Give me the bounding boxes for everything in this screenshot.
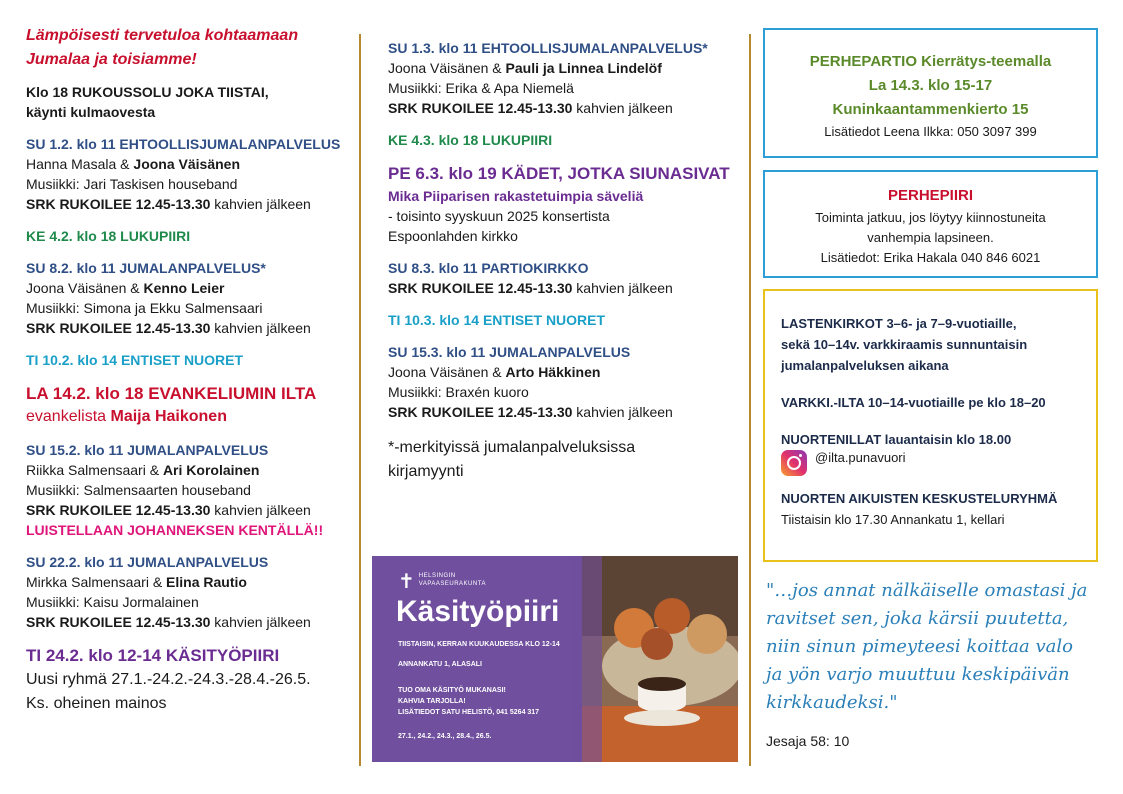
event-prayer-time: SRK RUKOILEE 12.45-13.30 bbox=[26, 614, 211, 630]
event-skating: LUISTELLAAN JOHANNEKSEN KENTÄLLÄ!! bbox=[26, 522, 324, 538]
lastenkirkot-line-1: LASTENKIRKOT 3–6- ja 7–9-vuotiaille, bbox=[781, 316, 1017, 331]
event-dates: Uusi ryhmä 27.1.-24.2.-24.3.-28.4.-26.5. bbox=[26, 671, 311, 688]
footnote-line-2: kirjamyynti bbox=[388, 463, 464, 480]
event-ke-4-3: KE 4.3. klo 18 LUKUPIIRI bbox=[388, 132, 553, 148]
event-prayer-note: kahvien jälkeen bbox=[210, 320, 311, 336]
box-place: Kuninkaantammenkierto 15 bbox=[832, 101, 1029, 118]
event-prayer-time: SRK RUKOILEE 12.45-13.30 bbox=[388, 280, 573, 296]
instagram-icon[interactable] bbox=[781, 450, 807, 476]
event-su-22-2 bbox=[26, 552, 356, 632]
poster-title: Käsityöpiiri bbox=[396, 595, 560, 628]
event-people: Joona Väisänen & bbox=[388, 364, 506, 380]
event-prayer-time: SRK RUKOILEE 12.45-13.30 bbox=[388, 404, 573, 420]
event-music: Musiikki: Braxén kuoro bbox=[388, 384, 529, 400]
event-pe-6-3 bbox=[388, 162, 738, 246]
box-title: PERHEPIIRI bbox=[887, 187, 974, 204]
poster-dates: 27.1., 24.2., 24.3., 28.4., 26.5. bbox=[398, 733, 492, 740]
quote-line-2: ravitset sen, joka kärsii puutetta, bbox=[766, 608, 1069, 629]
event-la-14-2 bbox=[26, 382, 356, 428]
box-info: Lisätiedot Leena Ilkka: 050 3097 399 bbox=[824, 124, 1037, 139]
perhepiiri-box bbox=[763, 170, 1098, 278]
event-music: Musiikki: Kaisu Jormalainen bbox=[26, 594, 199, 610]
column-february bbox=[26, 24, 356, 716]
box-line-1: Toiminta jatkuu, jos löytyy kiinnostuneita bbox=[815, 210, 1046, 225]
event-title: LA 14.2. klo 18 EVANKELIUMIN ILTA bbox=[26, 384, 317, 403]
quote-line-5: kirkkaudeksi." bbox=[766, 692, 898, 713]
instagram-handle[interactable]: @ilta.punavuori bbox=[815, 450, 906, 465]
event-su-15-3 bbox=[388, 342, 738, 422]
poster-info-3: LISÄTIEDOT SATU HELISTÖ, 041 5264 317 bbox=[398, 709, 540, 716]
yarn-ball bbox=[641, 628, 673, 660]
poster-address: ANNANKATU 1, ALASALI bbox=[398, 661, 482, 668]
nuortenillat: NUORTENILLAT lauantaisin klo 18.00 bbox=[781, 432, 1012, 447]
event-prayer-note: kahvien jälkeen bbox=[210, 614, 311, 630]
box-time: La 14.3. klo 15-17 bbox=[868, 77, 993, 94]
event-su-1-3 bbox=[388, 38, 738, 118]
perhepartio-box bbox=[763, 28, 1098, 158]
youth-box bbox=[763, 289, 1098, 562]
welcome-line-2: Jumalaa ja toisiamme! bbox=[26, 51, 197, 68]
prayer-cell-line-1: Klo 18 RUKOUSSOLU JOKA TIISTAI, bbox=[26, 84, 269, 100]
event-su-8-3 bbox=[388, 258, 738, 298]
event-music: Musiikki: Simona ja Ekku Salmensaari bbox=[26, 300, 263, 316]
event-see-ad: Ks. oheinen mainos bbox=[26, 695, 167, 712]
event-preacher: Arto Häkkinen bbox=[505, 364, 601, 380]
event-title: SU 8.2. klo 11 JUMALANPALVELUS* bbox=[26, 260, 266, 276]
event-music: Musiikki: Salmensaarten houseband bbox=[26, 482, 251, 498]
event-music: Musiikki: Jari Taskisen houseband bbox=[26, 176, 238, 192]
poster-org-line-1: HELSINGIN bbox=[418, 573, 456, 579]
event-ke-4-2: KE 4.2. klo 18 LUKUPIIRI bbox=[26, 228, 191, 244]
event-title: TI 24.2. klo 12-14 KÄSITYÖPIIRI bbox=[26, 646, 280, 665]
box-info: Lisätiedot: Erika Hakala 040 846 6021 bbox=[820, 250, 1041, 265]
event-ti-10-3: TI 10.3. klo 14 ENTISET NUORET bbox=[388, 312, 606, 328]
event-prayer-time: SRK RUKOILEE 12.45-13.30 bbox=[26, 320, 211, 336]
event-prayer-time: SRK RUKOILEE 12.45-13.30 bbox=[388, 100, 573, 116]
event-ti-10-2: TI 10.2. klo 14 ENTISET NUORET bbox=[26, 352, 244, 368]
cross-icon: ✝ bbox=[398, 571, 415, 593]
quote-line-3: niin sinun pimeyteesi koittaa valo bbox=[766, 636, 1073, 657]
event-subtitle: Mika Piiparisen rakastetuimpia säveliä bbox=[388, 188, 644, 204]
kasityopiiri-poster bbox=[372, 556, 738, 762]
event-preacher: Ari Korolainen bbox=[162, 462, 260, 478]
event-speaker: Maija Haikonen bbox=[110, 408, 227, 425]
poster-info-1: TUO OMA KÄSITYÖ MUKANASI! bbox=[398, 687, 506, 694]
event-people: Joona Väisänen & bbox=[26, 280, 144, 296]
event-title: SU 22.2. klo 11 JUMALANPALVELUS bbox=[26, 554, 269, 570]
event-title: SU 1.2. klo 11 EHTOOLLISJUMALANPALVELUS bbox=[26, 136, 341, 152]
event-su-1-2 bbox=[26, 134, 356, 214]
event-title: PE 6.3. klo 19 KÄDET, JOTKA SIUNASIVAT bbox=[388, 164, 730, 183]
event-prayer-note: kahvien jälkeen bbox=[572, 100, 673, 116]
poster-org-line-2: VAPAASEURAKUNTA bbox=[418, 581, 486, 587]
event-title: SU 15.2. klo 11 JUMALANPALVELUS bbox=[26, 442, 269, 458]
nuorten-aikuisten-title: NUORTEN AIKUISTEN KESKUSTELURYHMÄ bbox=[781, 491, 1058, 506]
nuorten-aikuisten-info: Tiistaisin klo 17.30 Annankatu 1, kellari bbox=[781, 512, 1005, 527]
event-music: Musiikki: Erika & Apa Niemelä bbox=[388, 80, 574, 96]
event-su-8-2 bbox=[26, 258, 356, 338]
box-title: PERHEPARTIO Kierrätys-teemalla bbox=[809, 53, 1052, 70]
event-ti-24-2 bbox=[26, 644, 356, 716]
event-title: SU 8.3. klo 11 PARTIOKIRKKO bbox=[388, 260, 589, 276]
lastenkirkot-line-3: jumalanpalveluksen aikana bbox=[781, 358, 949, 373]
quote-line-4: ja yön varjo muuttuu keskipäivän bbox=[766, 664, 1070, 685]
event-location: Espoonlahden kirkko bbox=[388, 228, 518, 244]
event-prayer-time: SRK RUKOILEE 12.45-13.30 bbox=[26, 502, 211, 518]
event-preacher: Joona Väisänen bbox=[133, 156, 240, 172]
column-march bbox=[388, 38, 738, 484]
box-line-2: vanhempia lapsineen. bbox=[867, 230, 994, 245]
event-people: Riikka Salmensaari & bbox=[26, 462, 163, 478]
yarn-ball bbox=[687, 614, 727, 654]
event-prayer-note: kahvien jälkeen bbox=[572, 404, 673, 420]
event-preacher: Kenno Leier bbox=[143, 280, 225, 296]
event-sub: evankelista bbox=[26, 408, 111, 425]
quote-reference: Jesaja 58: 10 bbox=[766, 733, 850, 749]
event-people: Hanna Masala & bbox=[26, 156, 134, 172]
event-people: Mirkka Salmensaari & bbox=[26, 574, 167, 590]
welcome-line-1: Lämpöisesti tervetuloa kohtaamaan bbox=[26, 27, 299, 44]
event-prayer-note: kahvien jälkeen bbox=[210, 196, 311, 212]
varkki-ilta: VARKKI.-ILTA 10–14-vuotiaille pe klo 18–20 bbox=[781, 395, 1046, 410]
event-prayer-time: SRK RUKOILEE 12.45-13.30 bbox=[26, 196, 211, 212]
lastenkirkot-line-2: sekä 10–14v. varkkiraamis sunnuntaisin bbox=[781, 337, 1028, 352]
event-title: SU 15.3. klo 11 JUMALANPALVELUS bbox=[388, 344, 631, 360]
quote-line-1: "…jos annat nälkäiselle omastasi ja bbox=[766, 580, 1088, 601]
event-preacher: Pauli ja Linnea Lindelöf bbox=[505, 60, 662, 76]
event-title: SU 1.3. klo 11 EHTOOLLISJUMALANPALVELUS* bbox=[388, 40, 708, 56]
prayer-cell-line-2: käynti kulmaovesta bbox=[26, 104, 156, 120]
event-line: - toisinto syyskuun 2025 konsertista bbox=[388, 208, 610, 224]
event-people: Joona Väisänen & bbox=[388, 60, 506, 76]
event-preacher: Elina Rautio bbox=[166, 574, 247, 590]
bible-quote bbox=[766, 577, 1106, 751]
event-prayer-note: kahvien jälkeen bbox=[210, 502, 311, 518]
footnote-line-1: *-merkityissä jumalanpalveluksissa bbox=[388, 439, 636, 456]
event-su-15-2 bbox=[26, 440, 356, 540]
column-divider-right bbox=[749, 34, 751, 766]
column-divider-left bbox=[359, 34, 361, 766]
poster-info-2: KAHVIA TARJOLLA! bbox=[398, 698, 466, 705]
poster-schedule: TIISTAISIN, KERRAN KUUKAUDESSA KLO 12-14 bbox=[398, 641, 560, 648]
event-prayer-note: kahvien jälkeen bbox=[572, 280, 673, 296]
